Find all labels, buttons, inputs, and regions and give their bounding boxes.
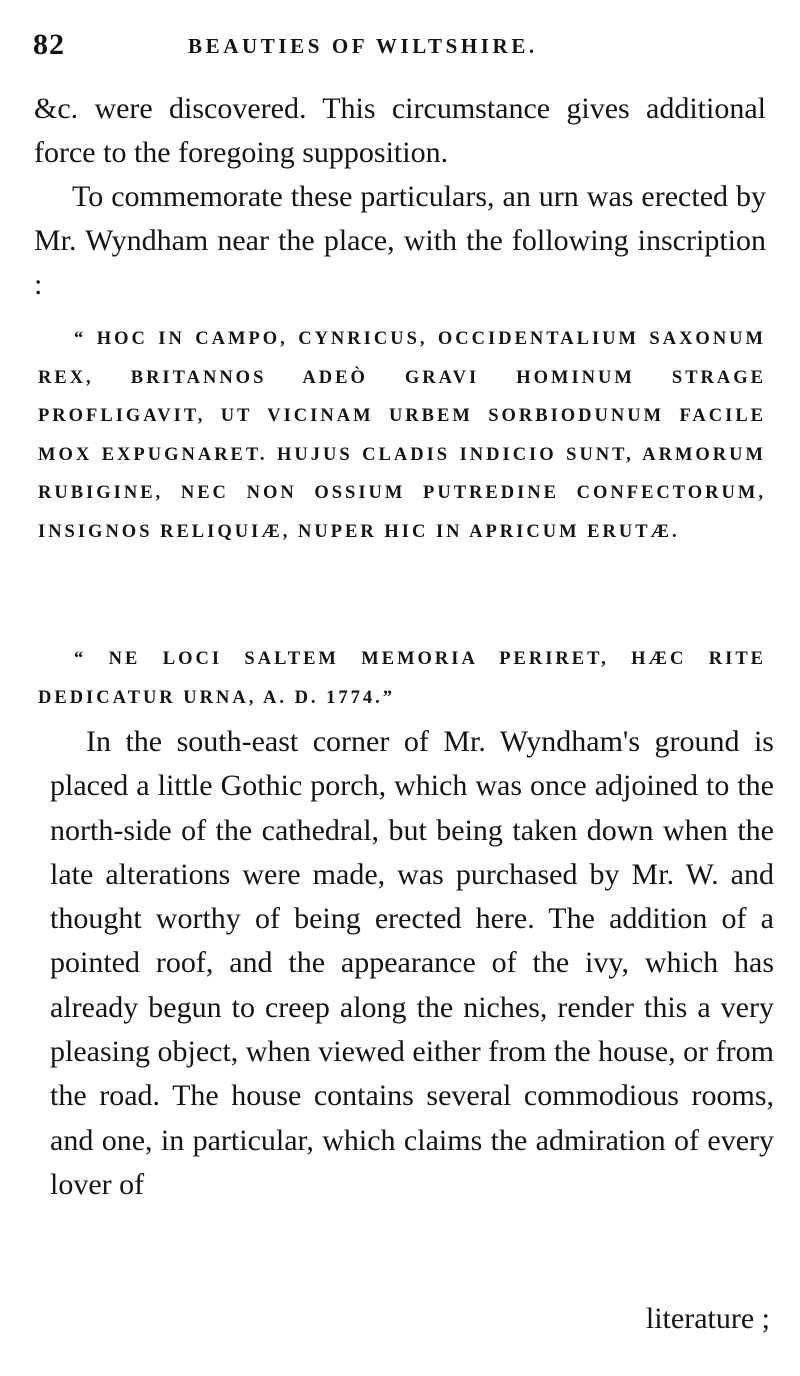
running-head [33, 28, 773, 68]
header-title: BEAUTIES OF WILTSHIRE. [188, 34, 538, 58]
paragraph-discovery: &c. were discovered. This circumstance gives additional force to the foregoing supposition. [34, 92, 766, 169]
inscription-block-2: “ NE LOCI SALTEM MEMORIA PERIRET, HÆC RITE DEDICATUR URNA, A. D. 1774.” [38, 649, 766, 708]
catchword: literature ; [645, 1302, 770, 1335]
page-number: 82 [33, 28, 65, 61]
inscription-block-1: “ HOC IN CAMPO, CYNRICUS, OCCIDENTALIUM SAXONUM REX, BRITANNOS ADEÒ GRAVI HOMINUM STRAGE PROFLIGAVIT, UT VICINAM URBEM SORBIODUNUM FACILE MOX EXPUGNARET. HUJUS CLADIS INDICIO SUNT, ARMORUM RUBIGINE, NEC NON OSSIUM PUTREDINE CONFECTORUM, INSIGNOS RELIQUIÆ, NUPER HIC IN APRICUM ERUTÆ. [38, 329, 766, 542]
paragraph-urn: To commemorate these particulars, an urn was erected by Mr. Wyndham near the place, with the following inscription : [34, 180, 766, 301]
paragraph-gothic-porch: In the south-east corner of Mr. Wyndham's ground is placed a little Gothic porch, which was once adjoined to the north-side of the cathedral, but being taken down when the late alterations were made, was purchased by Mr. W. and thought worthy of being erected here. The addition of a pointed roof, and the appearance of the ivy, which has already begun to creep along the niches, render this a very pleasing object, when viewed either from the house, or from the road. The house contains several commodious rooms, and one, in particular, which claims the admiration of every lover of [50, 725, 774, 1201]
